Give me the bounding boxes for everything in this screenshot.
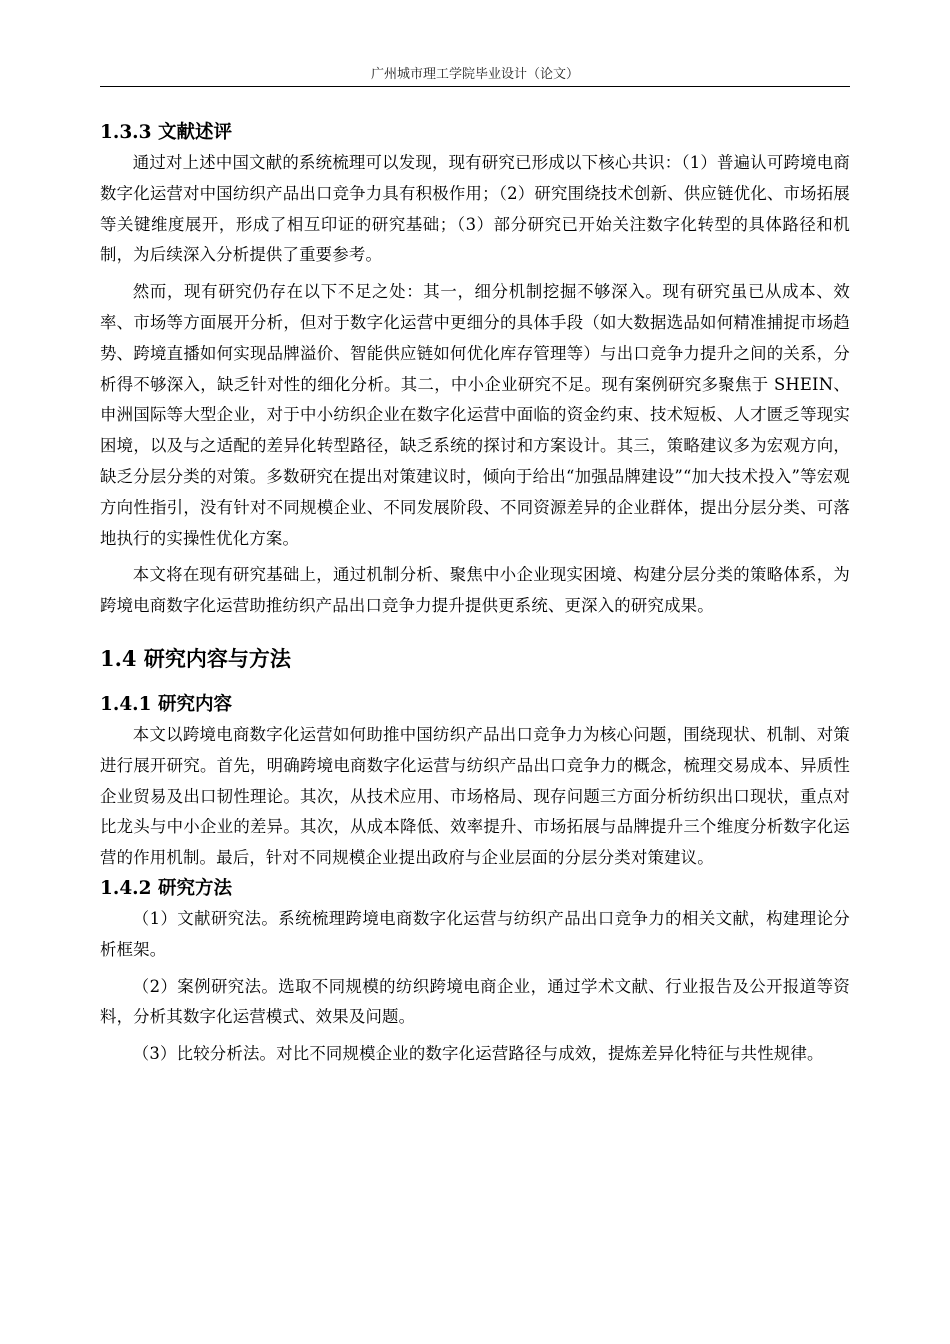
paragraph: 本文以跨境电商数字化运营如何助推中国纺织产品出口竞争力为核心问题，围绕现状、机制、对策进行展开研究。首先，明确跨境电商数字化运营与纺织产品出口竞争力的概念，梳理交易成本、异质性企业贸易及出口韧性理论。其次，从技术应用、市场格局、现存问题三方面分析纺织出口现状，重点对比龙头与中小企业的差异。其次，从成本降低、效率提升、市场拓展与品牌提升三个维度分析数字化运营的作用机制。最后，针对不同规模企业提出政府与企业层面的分层分类对策建议。 <box>100 724 850 868</box>
page-body <box>100 116 850 1070</box>
section-1-4-heading: 1.4 研究内容与方法 <box>100 645 291 671</box>
paragraph: （2）案例研究法。选取不同规模的纺织跨境电商企业，通过学术文献、行业报告及公开报道等资料，分析其数字化运营模式、效果及问题。 <box>100 976 850 1027</box>
paragraph: 通过对上述中国文献的系统梳理可以发现，现有研究已形成以下核心共识：（1）普遍认可跨境电商数字化运营对中国纺织产品出口竞争力具有积极作用；（2）研究围绕技术创新、供应链优化、市场拓展等关键维度展开，形成了相互印证的研究基础；（3）部分研究已开始关注数字化转型的具体路径和机制，为后续深入分析提供了重要参考。 <box>100 153 850 265</box>
paragraph: （3）比较分析法。对比不同规模企业的数字化运营路径与成效，提炼差异化特征与共性规律。 <box>132 1044 824 1064</box>
section-1-3-3-heading: 1.3.3 文献述评 <box>100 122 232 143</box>
paragraph: 然而，现有研究仍存在以下不足之处：其一，细分机制挖掘不够深入。现有研究虽已从成本、效率、市场等方面展开分析，但对于数字化运营中更细分的具体手段（如大数据选品如何精准捕捉市场趋势、跨境直播如何实现品牌溢价、智能供应链如何优化库存管理等）与出口竞争力提升之间的关系，分析得不够深入，缺乏针对性的细化分析。其二，中小企业研究不足。现有案例研究多聚焦于 SHEIN、申洲国际等大型企业，对于中小纺织企业在数字化运营中面临的资金约束、技术短板、人才匮乏等现实困境，以及与之适配的差异化转型路径，缺乏系统的探讨和方案设计。其三，策略建议多为宏观方向，缺乏分层分类的对策。多数研究在提出对策建议时，倾向于给出“加强品牌建设”“加大技术投入”等宏观方向性指引，没有针对不同规模企业、不同发展阶段、不同资源差异的企业群体，提出分层分类、可落地执行的实操性优化方案。 <box>100 282 850 548</box>
section-1-4-1-heading: 1.4.1 研究内容 <box>100 693 232 715</box>
paragraph: 本文将在现有研究基础上，通过机制分析、聚焦中小企业现实困境、构建分层分类的策略体系，为跨境电商数字化运营助推纺织产品出口竞争力提升提供更系统、更深入的研究成果。 <box>100 565 850 616</box>
paragraph: （1）文献研究法。系统梳理跨境电商数字化运营与纺织产品出口竞争力的相关文献，构建理论分析框架。 <box>100 908 850 959</box>
page-header: 广州城市理工学院毕业设计（论文） <box>370 67 579 82</box>
header-divider <box>100 86 850 87</box>
section-1-4-2-heading: 1.4.2 研究方法 <box>100 877 232 899</box>
